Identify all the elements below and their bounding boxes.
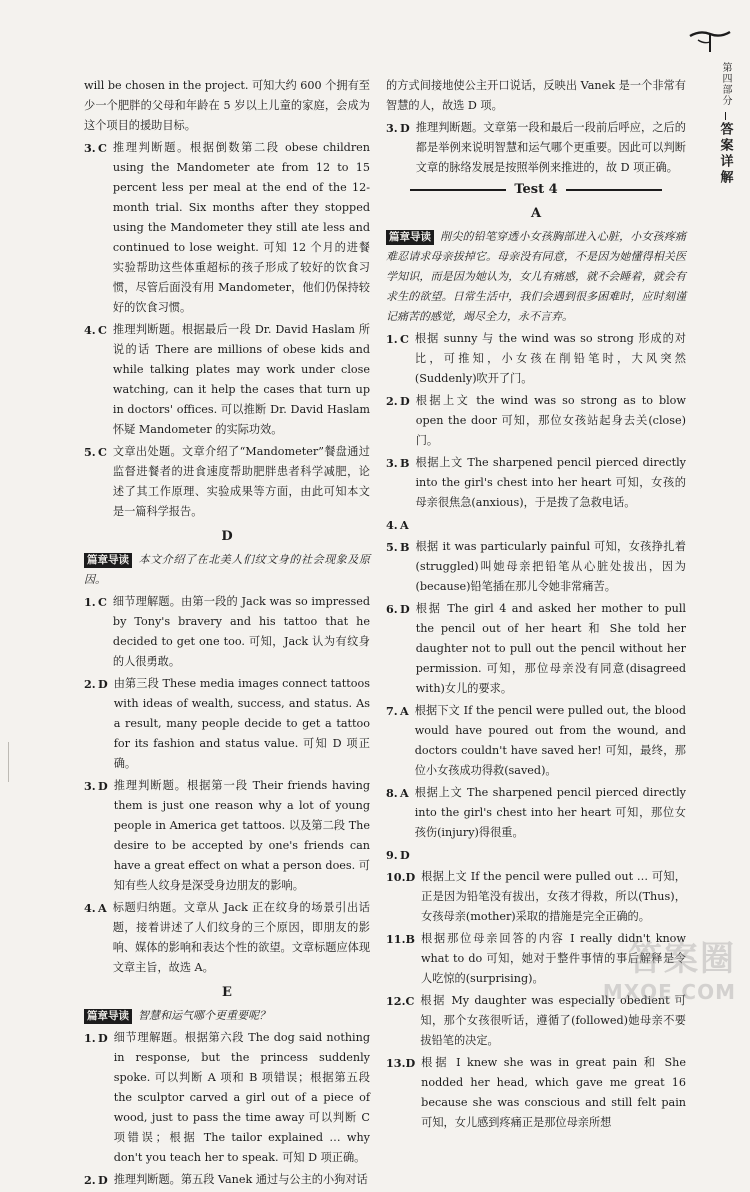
answer-choice: C: [98, 323, 107, 337]
answer-number: 2.: [386, 394, 398, 408]
answer-explanation: 文章出处题。文章介绍了“Mandometer”餐盘通过监督进餐者的进食速度帮助肥胖患者科学减肥，论述了其工作原理、实验成果等方面，由此可知本文是一篇科学报告。: [112, 445, 370, 518]
side-tab-title: 答案详解: [717, 122, 733, 186]
test-heading-label: Test 4: [514, 182, 558, 197]
answer-choice: D: [98, 779, 108, 793]
answer-explanation: [415, 515, 686, 535]
answer-item: [386, 867, 686, 927]
guide-tag: 篇章导读: [84, 553, 132, 568]
answer-explanation: 根据上文 The sharpened pencil pierced directly into the girl's chest into her heart 可知，那位女孩伤(injury)得很重。: [414, 786, 686, 839]
c-tail-text: will be chosen in the project. 可知大约 600 个拥有至少一个肥胖的父母和年龄在 5 岁以上儿童的家庭，会成为这个项目的援助目标。: [84, 79, 370, 132]
answer-choice: D: [400, 121, 410, 135]
passage-letter-a: A: [530, 206, 542, 221]
passage-guide-d: [84, 550, 370, 590]
answer-choice: D: [405, 870, 416, 884]
test-heading-rule-right: [566, 189, 662, 191]
answer-number: 3.: [84, 141, 96, 155]
answer-item: [386, 515, 686, 535]
answer-choice: D: [400, 602, 410, 616]
answer-choice: D: [400, 394, 410, 408]
answer-item: [84, 898, 370, 978]
answer-item: [84, 592, 370, 672]
guide-text: 本文介绍了在北美人们纹文身的社会现象及原因。: [84, 553, 370, 586]
header-ornament-icon: [688, 24, 732, 54]
section-side-tab: [714, 62, 736, 186]
answer-choice: D: [98, 1031, 108, 1045]
answer-item: [386, 783, 686, 843]
answer-explanation: 根据 The girl 4 and asked her mother to pull the pencil out of her heart 和 She told her daughter not to pull out the pencil without her permission. 可知，那位母亲没有同意(disagreed with)女儿的要求。: [415, 602, 686, 695]
answer-explanation: 推理判断题。文章第一段和最后一段前后呼应，之后的都是举例来说明智慧和运气哪个更重要。因此可以判断文章的脉络发展是按照举例来推进的，故 D 项正确。: [415, 121, 686, 174]
answer-choice: B: [400, 540, 410, 554]
answer-item: [386, 1053, 686, 1133]
answer-item: [84, 1170, 370, 1190]
binding-gutter-mark: [8, 742, 9, 782]
answer-item: [84, 442, 370, 522]
answer-number: 3.: [84, 779, 96, 793]
answer-item: [386, 329, 686, 389]
answer-number: 5.: [84, 445, 96, 459]
answer-number: 12.: [386, 994, 406, 1008]
answer-choice: A: [400, 786, 409, 800]
answer-explanation: 推理判断题。根据最后一段 Dr. David Haslam 所说的话 There are millions of obese kids and while talking plates may work under close watching, can it help the cases that turn up in doctors' offices. 可以推断 Dr. David Haslam 怀疑 Mandometer 的实际功效。: [112, 323, 370, 436]
answer-item: [386, 391, 686, 451]
answer-explanation: 标题归纳题。文章从 Jack 正在纹身的场景引出话题，接着讲述了人们纹身的三个原因，即朋友的影响、媒体的影响和表达个性的欲望。文章标题应体现文章主旨，故选 A。: [112, 901, 371, 974]
c-answer-list: [84, 138, 370, 522]
answer-explanation: 根据那位母亲回答的内容 I really didn't know what to do 可知，她对于整件事情的事后解释是令人吃惊的(surprising)。: [420, 932, 686, 985]
side-tab-section: 第四部分: [720, 62, 731, 106]
answer-item: [386, 845, 686, 865]
answer-number: 1.: [386, 332, 398, 346]
passage-guide-a: [386, 227, 686, 327]
side-tab-divider: [725, 112, 726, 120]
answer-explanation: 根据 I knew she was in great pain 和 She nodded her head, which gave me great 16 because she was conscious and still felt pain 可知，女儿感到疼痛正是那位母亲所想: [421, 1056, 686, 1129]
answer-item: [386, 599, 686, 699]
answer-number: 1.: [84, 1031, 96, 1045]
answer-choice: C: [98, 141, 107, 155]
e-answer-list-continued: [386, 118, 686, 178]
passage-letter-d: D: [221, 529, 233, 544]
answer-item: [84, 674, 370, 774]
answer-number: 7.: [386, 704, 398, 718]
answer-item: [84, 776, 370, 896]
answer-explanation: 推理判断题。根据第一段 Their friends having them is just one reason why a lot of young people in America get tattoos. 以及第二段 The desire to be accepted by one's friends can have a great effect on what a person does. 可知有些人纹身是深受身边朋友的影响。: [113, 779, 370, 892]
answer-explanation: 根据下文 If the pencil were pulled out, the blood would have poured out from the wound, and doctors couldn't have saved her! 可知，最终，那位小女孩成功得救(saved)。: [414, 704, 686, 777]
guide-tag: 篇章导读: [84, 1009, 132, 1024]
answer-number: 2.: [84, 1173, 96, 1187]
left-column: [84, 76, 370, 1192]
answer-choice: C: [405, 994, 415, 1008]
watermark: [603, 931, 736, 1004]
answer-item: [84, 1028, 370, 1168]
answer-explanation: 根据 sunny 与 the wind was so strong 形成的对比，可推知，小女孩在削铅笔时，大风突然(Suddenly)吹开了门。: [414, 332, 686, 385]
guide-text: 削尖的铅笔穿透小女孩胸部进入心脏，小女孩疼痛难忍请求母亲拔掉它。母亲没有同意，不是因为她懂得相关医学知识，而是因为她认为，女儿有痛感，就不会睡着，就会有求生的欲望。日常生活中，我们会遇到很多困难时，应时刻谨记痛苦的感觉，竭尽全力，永不言弃。: [386, 230, 686, 323]
answer-choice: A: [400, 704, 409, 718]
answer-explanation: 细节理解题。根据第六段 The dog said nothing in response, but the princess suddenly spoke. 可以判断 A 项和 B 项错误；根据第五段 the sculptor carved a girl out of a piece of wood, just to pass the time away 可以判断 C 项错误；根据 The tailor explained … why don't you teach her to speak. 可知 D 项正确。: [113, 1031, 370, 1164]
answer-number: 13.: [386, 1056, 406, 1070]
answer-choice: B: [400, 456, 410, 470]
answer-explanation: 根据上文 If the pencil were pulled out … 可知，正是因为铅笔没有拔出，女孩才得救，所以(Thus)，女孩母亲(mother)采取的措施是完全正确的。: [421, 870, 686, 923]
answer-number: 5.: [386, 540, 398, 554]
answer-number: 3.: [386, 456, 398, 470]
answer-explanation: 由第三段 These media images connect tattoos with ideas of wealth, success, and status. As a result, many people decide to get a tattoo for its fashion and status value. 可知 D 项正确。: [113, 677, 370, 770]
test-heading-rule-left: [410, 189, 506, 191]
answer-explanation: [416, 845, 686, 865]
answer-choice: C: [98, 595, 107, 609]
answer-number: 4.: [84, 901, 96, 915]
answer-item: [386, 118, 686, 178]
answer-choice: C: [400, 332, 409, 346]
answer-explanation: 根据 it was particularly painful 可知，女孩挣扎着(struggled)叫她母亲把铅笔从心脏处拔出，因为(because)铅笔插在那儿令她非常痛苦。: [415, 540, 686, 593]
answer-choice: D: [98, 1173, 108, 1187]
answer-item: [84, 138, 370, 318]
answer-number: 4.: [386, 518, 398, 532]
answer-item: [386, 537, 686, 597]
a-answer-list: [386, 329, 686, 1133]
answer-number: 8.: [386, 786, 398, 800]
answer-choice: D: [98, 677, 108, 691]
answer-explanation: 推理判断题。根据倒数第二段 obese children using the Mandometer ate from 12 to 15 percent less per meal at the end of the 12-month trial. Six months after they stopped using the Mandometer they still ate less and continued to lose weight. 可知 12 个月的进餐实验帮助这些体重超标的孩子形成了较好的饮食习惯，尽管后面没有用 Mandometer，他们仍保持较好的饮食习惯。: [112, 141, 370, 314]
answer-explanation: 根据上文 the wind was so strong as to blow open the door 可知，那位女孩站起身去关(close)门。: [415, 394, 686, 447]
test-heading: [386, 182, 686, 197]
answer-number: 6.: [386, 602, 398, 616]
answer-choice: C: [98, 445, 107, 459]
answer-number: 1.: [84, 595, 96, 609]
answer-choice: A: [98, 901, 107, 915]
guide-tag: 篇章导读: [386, 230, 434, 245]
answer-item: [386, 453, 686, 513]
answer-number: 3.: [386, 121, 398, 135]
watermark-url: MXQE.COM: [602, 980, 736, 1004]
e-answer-list: [84, 1028, 370, 1190]
passage-guide-e: [84, 1006, 370, 1026]
passage-letter-e: E: [222, 985, 232, 1000]
answer-number: 9.: [386, 848, 398, 862]
answer-item: [386, 701, 686, 781]
answer-choice: D: [400, 848, 410, 862]
guide-text: 智慧和运气哪个更重要呢？: [138, 1009, 270, 1022]
answer-number: 2.: [84, 677, 96, 691]
answer-choice: A: [400, 518, 409, 532]
e-tail-text: 的方式间接地使公主开口说话，反映出 Vanek 是一个非常有智慧的人，故选 D 项。: [386, 79, 686, 112]
answer-explanation: 根据上文 The sharpened pencil pierced directly into the girl's chest into her heart 可知，女孩的母亲很焦急(anxious)，于是拨了急救电话。: [415, 456, 686, 509]
answer-choice: B: [405, 932, 415, 946]
answer-item: [84, 320, 370, 440]
answer-explanation: 细节理解题。由第一段的 Jack was so impressed by Tony's bravery and his tattoo that he decided to get one too. 可知，Jack 认为有纹身的人很勇敢。: [112, 595, 370, 668]
answer-choice: D: [405, 1056, 416, 1070]
answer-number: 11.: [386, 932, 406, 946]
d-answer-list: [84, 592, 370, 978]
answer-number: 4.: [84, 323, 96, 337]
answer-explanation: 根据 My daughter was especially obedient 可知，那个女孩很听话，遵循了(followed)她母亲不要拔铅笔的决定。: [420, 994, 686, 1047]
answer-number: 10.: [386, 870, 406, 884]
answer-explanation: 推理判断题。第五段 Vanek 通过与公主的小狗对话: [113, 1173, 368, 1186]
watermark-logo-text: 答案圈: [628, 939, 736, 979]
